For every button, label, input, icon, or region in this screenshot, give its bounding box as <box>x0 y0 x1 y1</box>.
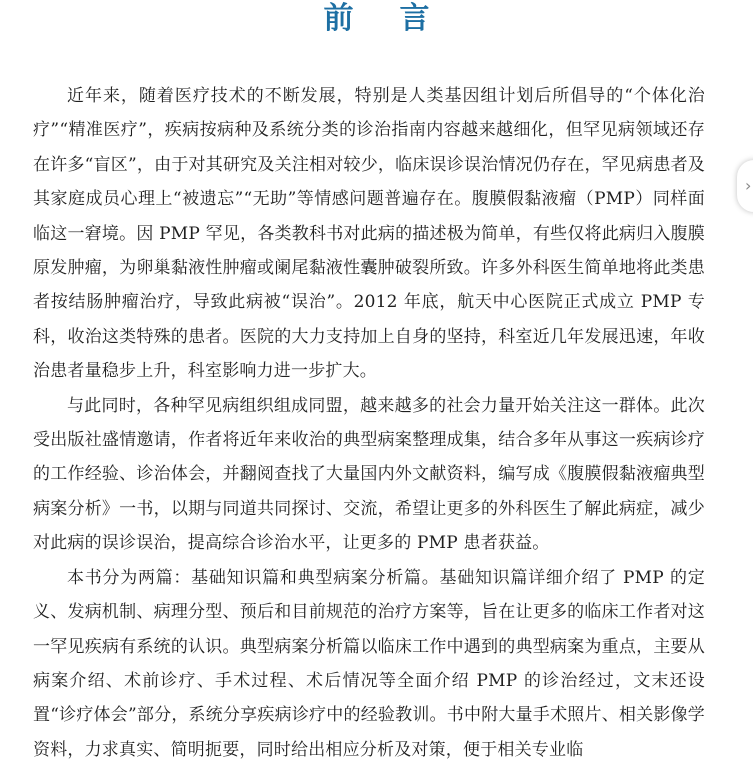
paragraph-2: 与此同时，各种罕见病组织组成同盟，越来越多的社会力量开始关注这一群体。此次受出版社盛情邀请，作者将近年来收治的典型病案整理成集，结合多年从事这一疾病诊疗的工作经验、诊治体会，并翻阅查找了大量国内外文献资料，编写成《腹膜假黏液瘤典型病案分析》一书，以期与同道共同探讨、交流，希望让更多的外科医生了解此病症，减少对此病的误诊误治，提高综合诊治水平，让更多的 PMP 患者获益。 <box>33 395 705 554</box>
preface-body <box>33 79 705 767</box>
chevron-right-icon: › <box>745 176 752 195</box>
side-page-tab[interactable] <box>737 160 753 212</box>
page-title: 前言 <box>323 1 476 36</box>
paragraph-3: 本书分为两篇：基础知识篇和典型病案分析篇。基础知识篇详细介绍了 PMP 的定义、发病机制、病理分型、预后和目前规范的治疗方案等，旨在让更多的临床工作者对这一罕见疾病有系统的认识。典型病案分析篇以临床工作中遇到的典型病案为重点，主要从病案介绍、术前诊疗、手术过程、术后情况等全面介绍 PMP 的诊治经过，文末还设置“诊疗体会”部分，系统分享疾病诊疗中的经验教训。书中附大量手术照片、相关影像学资料，力求真实、简明扼要，同时给出相应分析及对策，便于相关专业临 <box>33 567 705 760</box>
paragraph-1: 近年来，随着医疗技术的不断发展，特别是人类基因组计划后所倡导的“个体化治疗”“精准医疗”，疾病按病种及系统分类的诊治指南内容越来越细化，但罕见病领域还存在许多“盲区”，由于对其研究及关注相对较少，临床误诊误治情况仍存在，罕见病患者及其家庭成员心理上“被遗忘”“无助”等情感问题普遍存在。腹膜假黏液瘤（PMP）同样面临这一窘境。因 PMP 罕见，各类教科书对此病的描述极为简单，有些仅将此病归入腹膜原发肿瘤，为卵巢黏液性肿瘤或阑尾黏液性囊肿破裂所致。许多外科医生简单地将此类患者按结肠肿瘤治疗，导致此病被“误治”。2012 年底，航天中心医院正式成立 PMP 专科，收治这类特殊的患者。医院的大力支持加上自身的坚持，科室近几年发展迅速，年收治患者量稳步上升，科室影响力进一步扩大。 <box>33 86 705 382</box>
